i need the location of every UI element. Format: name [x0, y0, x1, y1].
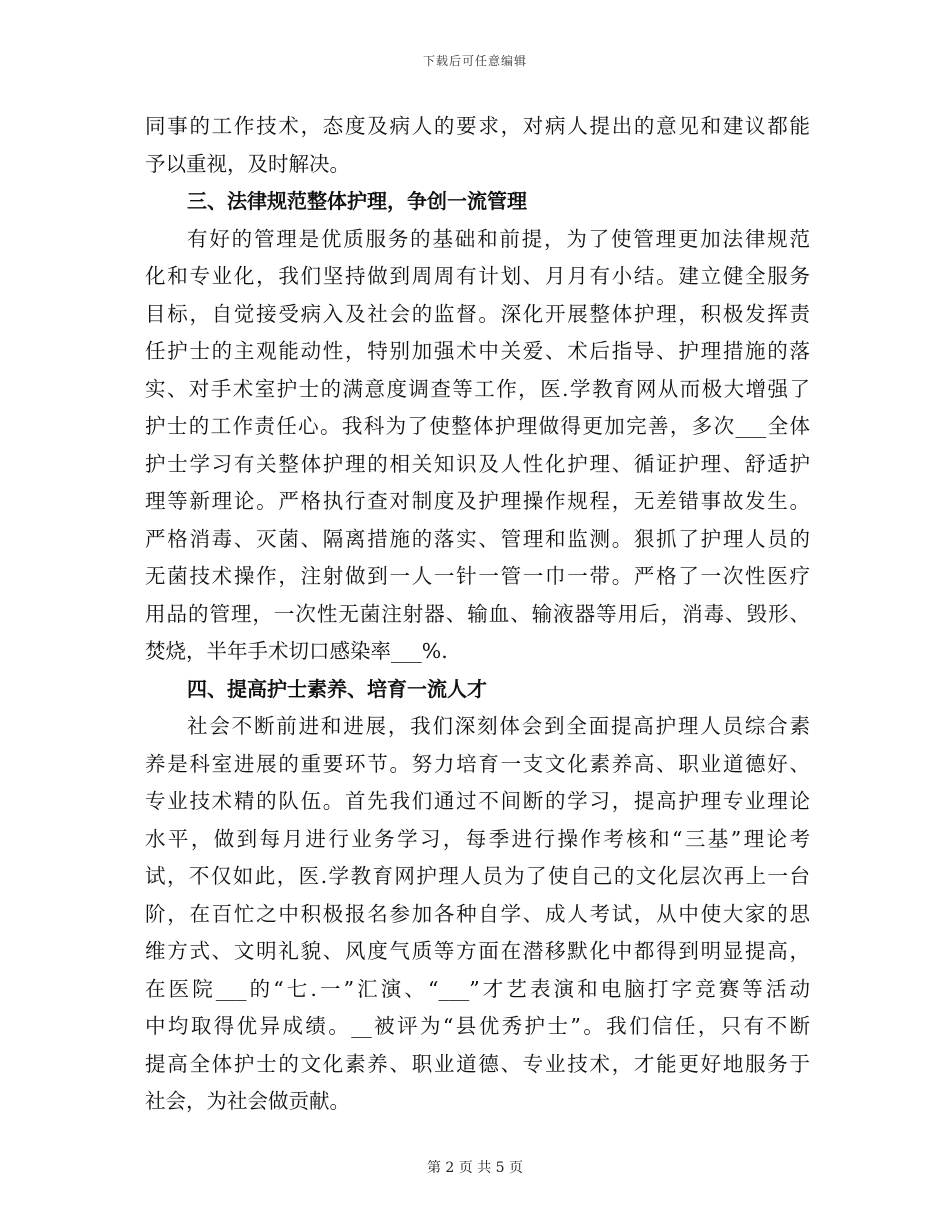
- body-line: 理等新理论。严格执行查对制度及护理操作规程，无差错事故发生。: [145, 489, 810, 513]
- body-line: 用品的管理，一次性无菌注射器、输血、输液器等用后，消毒、毁形、: [145, 601, 810, 626]
- body-line: 养是科室进展的重要环节。努力培育一支文化素养高、职业道德好、: [145, 751, 810, 776]
- page-header-note: 下载后可任意编辑: [422, 54, 527, 68]
- body-line: 化和专业化，我们坚持做到周周有计划、月月有小结。建立健全服务: [145, 264, 810, 288]
- body-line: 中均取得优异成绩。__被评为“县优秀护士”。我们信任，只有不断: [145, 1014, 810, 1038]
- body-line: 水平，做到每月进行业务学习，每季进行操作考核和“三基”理论考: [145, 826, 810, 851]
- body-line: 焚烧，半年手术切口感染率___%.: [145, 639, 448, 663]
- body-line: 护士的工作责任心。我科为了使整体护理做得更加完善，多次___全体: [145, 414, 810, 438]
- body-line: 试，不仅如此，医.学教育网护理人员为了使自己的文化层次再上一台: [145, 864, 810, 888]
- body-line: 在医院___的“七.一”汇演、“___”才艺表演和电脑打字竞赛等活动: [145, 976, 810, 1001]
- body-line: 任护士的主观能动性，特别加强术中关爱、术后指导、护理措施的落: [145, 339, 810, 363]
- page-number-footer: 第 2 页 共 5 页: [426, 1160, 524, 1176]
- body-line: 无菌技术操作，注射做到一人一针一管一巾一带。严格了一次性医疗: [145, 564, 810, 588]
- body-line: 专业技术精的队伍。首先我们通过不间断的学习，提高护理专业理论: [145, 789, 810, 813]
- body-line: 目标，自觉接受病入及社会的监督。深化开展整体护理，积极发挥责: [145, 301, 810, 326]
- body-line: 护士学习有关整体护理的相关知识及人性化护理、循证护理、舒适护: [145, 451, 810, 476]
- section-heading-3: 三、法律规范整体护理，争创一流管理: [187, 189, 527, 213]
- body-line: 有好的管理是优质服务的基础和前提，为了使管理更加法律规范: [187, 226, 810, 251]
- body-line: 实、对手术室护士的满意度调查等工作，医.学教育网从而极大增强了: [145, 376, 810, 401]
- section-heading-4: 四、提高护士素养、培育一流人才: [187, 676, 487, 701]
- body-line: 阶，在百忙之中积极报名参加各种自学、成人考试，从中使大家的思: [145, 901, 810, 926]
- document-body: [145, 108, 810, 1121]
- body-line: 社会，为社会做贡献。: [145, 1089, 350, 1113]
- body-line: 同事的工作技术，态度及病人的要求，对病人提出的意见和建议都能: [145, 114, 810, 138]
- body-line: 提高全体护士的文化素养、职业道德、专业技术，才能更好地服务于: [145, 1051, 810, 1076]
- body-line: 予以重视，及时解决。: [145, 151, 350, 176]
- body-line: 严格消毒、灭菌、隔离措施的落实、管理和监测。狠抓了护理人员的: [145, 526, 810, 551]
- body-line: 维方式、文明礼貌、风度气质等方面在潜移默化中都得到明显提高，: [145, 939, 810, 963]
- body-line: 社会不断前进和进展，我们深刻体会到全面提高护理人员综合素: [187, 714, 810, 738]
